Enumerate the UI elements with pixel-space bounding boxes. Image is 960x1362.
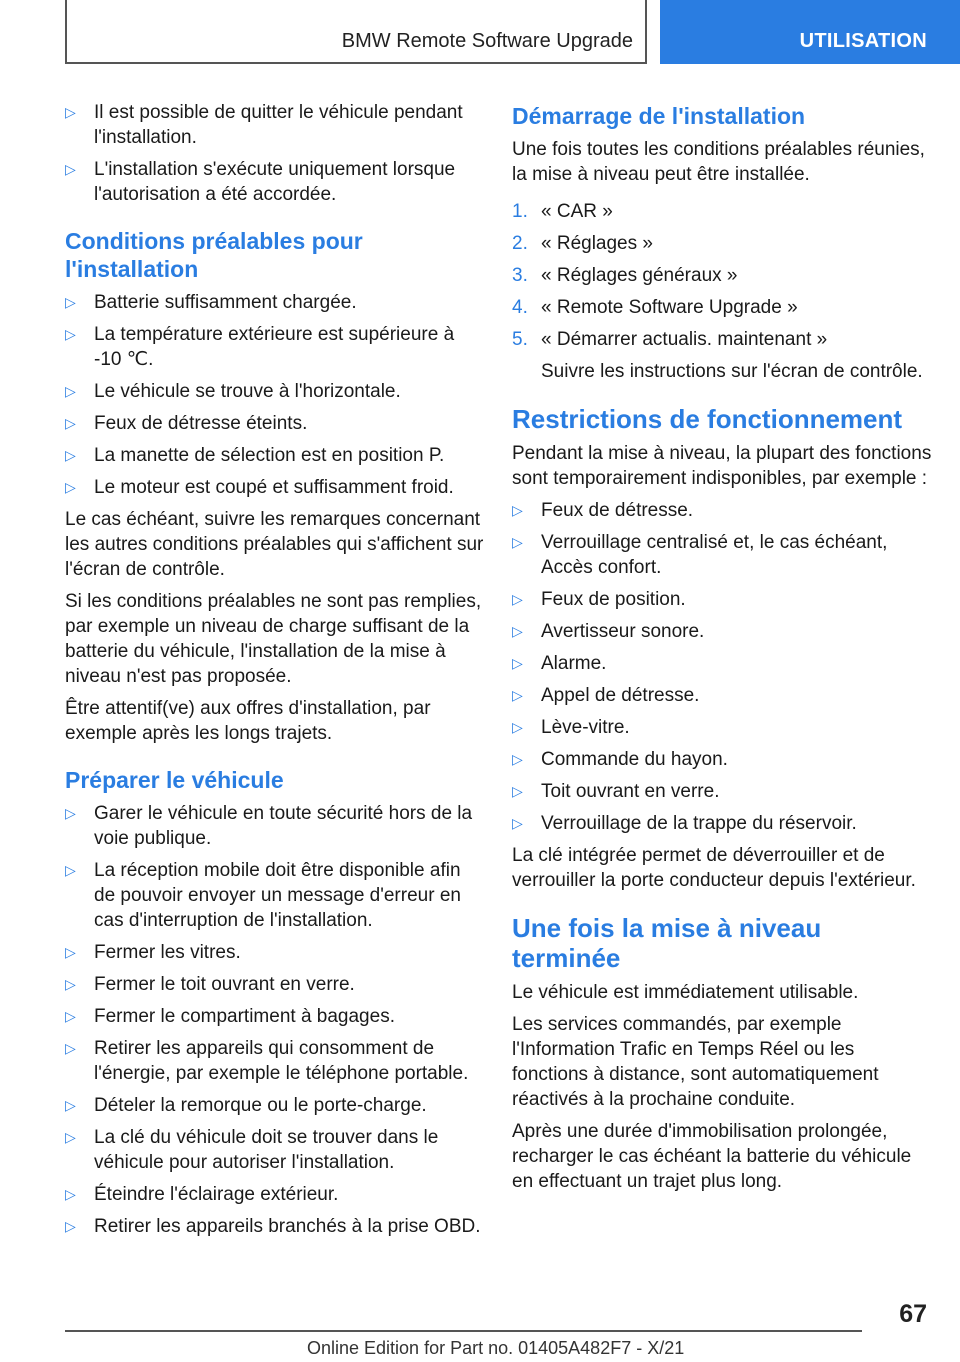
page-header — [0, 0, 960, 66]
list-item: ▷ Le moteur est coupé et suffisamment froid. — [65, 477, 454, 498]
edition-text: Online Edition for Part no. 01405A482F7 - X/21 — [307, 1338, 685, 1358]
bullet-triangle-icon: ▷ — [65, 415, 76, 431]
list-item: ▷ Batterie suffisamment chargée. — [65, 292, 357, 313]
bullet-triangle-icon: ▷ — [512, 783, 523, 799]
bullet-triangle-icon: ▷ — [65, 161, 76, 177]
start-heading: Démarrage de l'installation — [512, 103, 806, 129]
step-item: 3. « Réglages généraux » — [512, 265, 738, 286]
prepare-list — [65, 801, 485, 1239]
bullet-triangle-icon: ▷ — [65, 1008, 76, 1024]
bullet-triangle-icon: ▷ — [65, 1040, 76, 1056]
list-item: ▷ Feux de détresse éteints. — [65, 413, 308, 434]
right-column — [512, 100, 932, 1201]
step-item: 2. « Réglages » — [512, 233, 653, 254]
list-item: ▷ Feux de position. — [512, 589, 686, 610]
list-item: ▷ Feux de détresse. — [512, 500, 694, 521]
bullet-triangle-icon: ▷ — [65, 1218, 76, 1234]
list-item: ▷ La température extérieure est supérieure à -10 ℃. — [65, 324, 455, 370]
list-item: ▷ Il est possible de quitter le véhicule pendant l'installation. — [65, 102, 463, 148]
bullet-triangle-icon: ▷ — [512, 687, 523, 703]
footer-divider — [65, 1330, 862, 1332]
page-footer — [0, 1290, 960, 1362]
list-item: ▷ Le véhicule se trouve à l'horizontale. — [65, 381, 401, 402]
list-item: ▷ Fermer les vitres. — [65, 942, 241, 963]
intro-list — [65, 100, 485, 207]
bullet-triangle-icon: ▷ — [65, 294, 76, 310]
conditions-list — [65, 290, 485, 500]
bullet-triangle-icon: ▷ — [65, 862, 76, 878]
step-item: 5. « Démarrer actualis. maintenant » — [512, 329, 828, 350]
bullet-triangle-icon: ▷ — [512, 655, 523, 671]
restrictions-paragraph: Pendant la mise à niveau, la plupart des fonctions sont temporairement indisponibles, par exemple : — [512, 443, 932, 489]
list-item: ▷ Éteindre l'éclairage extérieur. — [65, 1184, 339, 1205]
header-section-tab — [660, 0, 960, 64]
finished-heading: Une fois la mise à niveau terminée — [512, 913, 822, 973]
restrictions-after-paragraph: La clé intégrée permet de déverrouiller et de verrouiller la porte conducteur depuis l'extérieur. — [512, 845, 916, 891]
list-item: ▷ Fermer le toit ouvrant en verre. — [65, 974, 355, 995]
restrictions-heading: Restrictions de fonctionnement — [512, 404, 903, 434]
bullet-triangle-icon: ▷ — [65, 104, 76, 120]
bullet-triangle-icon: ▷ — [65, 1097, 76, 1113]
restrictions-list — [512, 498, 932, 836]
list-item: ▷ Fermer le compartiment à bagages. — [65, 1006, 395, 1027]
finished-paragraph: Les services commandés, par exemple l'Information Trafic en Temps Réel ou les fonctions à distance, sont automatiquement réactivés à la prochaine conduite. — [512, 1014, 879, 1110]
conditions-paragraph: Si les conditions préalables ne sont pas remplies, par exemple un niveau de charge suffisant de la batterie du véhicule, l'installation de la mise à niveau n'est pas proposée. — [65, 591, 482, 687]
bullet-triangle-icon: ▷ — [65, 326, 76, 342]
list-item: ▷ Retirer les appareils branchés à la prise OBD. — [65, 1216, 481, 1237]
header-title-box — [65, 0, 647, 64]
list-item: ▷ Commande du hayon. — [512, 749, 728, 770]
bullet-triangle-icon: ▷ — [512, 591, 523, 607]
conditions-heading: Conditions préalables pour l'installation — [65, 228, 363, 282]
page-number: 67 — [899, 1300, 927, 1328]
bullet-triangle-icon: ▷ — [65, 447, 76, 463]
start-paragraph: Une fois toutes les conditions préalables réunies, la mise à niveau peut être installée. — [512, 139, 925, 185]
conditions-paragraph: Le cas échéant, suivre les remarques concernant les autres conditions préalables qui s'affichent sur l'écran de contrôle. — [65, 509, 484, 580]
prepare-heading: Préparer le véhicule — [65, 767, 284, 793]
list-item: ▷ La réception mobile doit être disponible afin de pouvoir envoyer un message d'erreur en cas d'interruption de l'installation. — [65, 860, 461, 931]
step-item: 1. « CAR » — [512, 201, 613, 222]
bullet-triangle-icon: ▷ — [512, 623, 523, 639]
list-item: ▷ Garer le véhicule en toute sécurité hors de la voie publique. — [65, 803, 473, 849]
header-section-label: UTILISATION — [799, 30, 927, 52]
list-item: ▷ Appel de détresse. — [512, 685, 700, 706]
bullet-triangle-icon: ▷ — [65, 479, 76, 495]
list-item: ▷ Avertisseur sonore. — [512, 621, 705, 642]
bullet-triangle-icon: ▷ — [512, 502, 523, 518]
finished-paragraph: Le véhicule est immédiatement utilisable. — [512, 982, 859, 1003]
list-item: ▷ Retirer les appareils qui consomment de l'énergie, par exemple le téléphone portable. — [65, 1038, 469, 1084]
bullet-triangle-icon: ▷ — [65, 976, 76, 992]
left-column — [65, 100, 485, 1246]
bullet-triangle-icon: ▷ — [65, 383, 76, 399]
bullet-triangle-icon: ▷ — [65, 805, 76, 821]
bullet-triangle-icon: ▷ — [512, 719, 523, 735]
steps-list — [512, 199, 932, 384]
bullet-triangle-icon: ▷ — [512, 534, 523, 550]
finished-paragraph: Après une durée d'immobilisation prolongée, recharger le cas échéant la batterie du véhicule en effectuant un trajet plus long. — [512, 1121, 912, 1192]
list-item: ▷ Lève-vitre. — [512, 717, 630, 738]
list-item: ▷ Verrouillage de la trappe du réservoir. — [512, 813, 857, 834]
bullet-triangle-icon: ▷ — [65, 944, 76, 960]
list-item: ▷ Alarme. — [512, 653, 607, 674]
list-item: ▷ La manette de sélection est en position P. — [65, 445, 445, 466]
bullet-triangle-icon: ▷ — [512, 751, 523, 767]
bullet-triangle-icon: ▷ — [512, 815, 523, 831]
step-item: 4. « Remote Software Upgrade » — [512, 297, 798, 318]
bullet-triangle-icon: ▷ — [65, 1129, 76, 1145]
list-item: ▷ Verrouillage centralisé et, le cas échéant, Accès confort. — [512, 532, 888, 578]
list-item: ▷ La clé du véhicule doit se trouver dans le véhicule pour autoriser l'installation. — [65, 1127, 439, 1173]
steps-note: Suivre les instructions sur l'écran de contrôle. — [541, 361, 923, 382]
header-title: BMW Remote Software Upgrade — [341, 30, 633, 52]
bullet-triangle-icon: ▷ — [65, 1186, 76, 1202]
list-item: ▷ Dételer la remorque ou le porte-charge. — [65, 1095, 427, 1116]
list-item: ▷ Toit ouvrant en verre. — [512, 781, 720, 802]
conditions-paragraph: Être attentif(ve) aux offres d'installation, par exemple après les longs trajets. — [65, 698, 431, 744]
list-item: ▷ L'installation s'exécute uniquement lorsque l'autorisation a été accordée. — [65, 159, 456, 205]
